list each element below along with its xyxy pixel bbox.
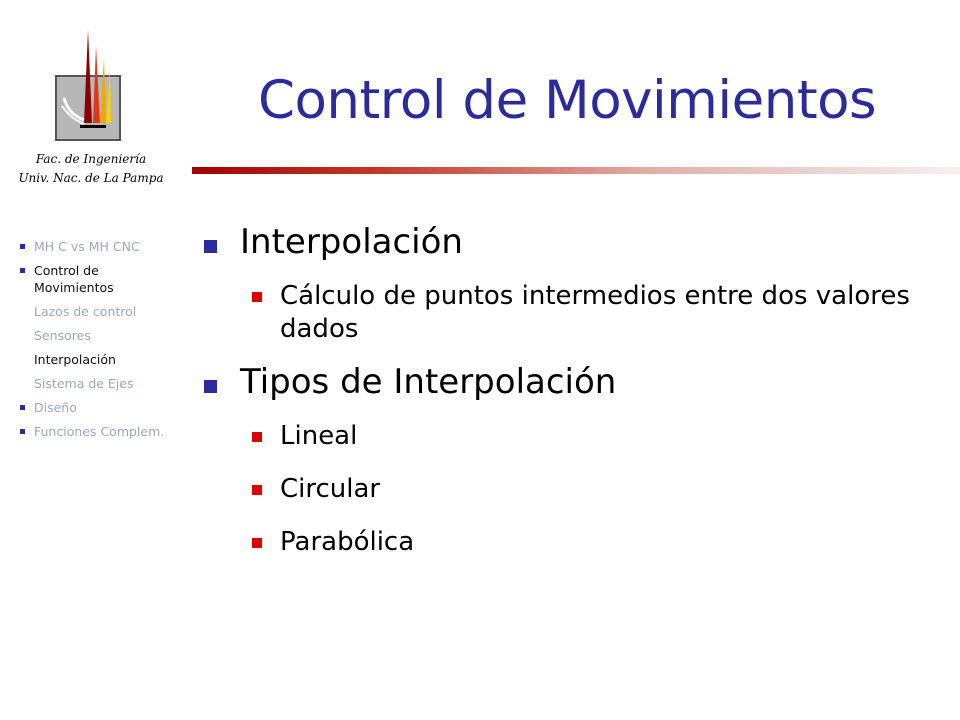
square-bullet-icon bbox=[252, 292, 262, 302]
nav-item[interactable] bbox=[20, 399, 180, 416]
bullet-heading-text: Tipos de Interpolación bbox=[240, 362, 617, 402]
square-bullet-icon bbox=[204, 380, 217, 393]
title-divider bbox=[192, 167, 960, 174]
nav-bullet-icon bbox=[20, 405, 25, 410]
sub-bullet-text: Cálculo de puntos intermedios entre dos valores dados bbox=[280, 281, 910, 344]
square-bullet-icon bbox=[204, 240, 217, 253]
institution-line-1: Fac. de Ingeniería bbox=[35, 152, 147, 166]
nav-item[interactable] bbox=[20, 303, 180, 320]
nav-item-label: Interpolación bbox=[34, 352, 116, 367]
sub-bullet bbox=[204, 420, 944, 453]
square-bullet-icon bbox=[252, 538, 262, 548]
slide-title: Control de Movimientos bbox=[258, 70, 877, 131]
slide-content bbox=[204, 220, 944, 559]
sub-bullet bbox=[204, 473, 944, 506]
institution-line-2: Univ. Nac. de La Pampa bbox=[18, 171, 164, 185]
nav-bullet-icon bbox=[20, 429, 25, 434]
nav-item[interactable] bbox=[20, 375, 180, 392]
nav-item[interactable] bbox=[20, 262, 180, 296]
nav-item[interactable] bbox=[20, 423, 180, 440]
section-nav bbox=[20, 238, 180, 447]
nav-item[interactable] bbox=[20, 327, 180, 344]
square-bullet-icon bbox=[252, 432, 262, 442]
nav-item-label: Sensores bbox=[34, 328, 91, 343]
sub-bullet-text: Circular bbox=[280, 474, 381, 504]
sub-bullet bbox=[204, 280, 944, 346]
nav-item[interactable] bbox=[20, 238, 180, 255]
nav-item[interactable] bbox=[20, 351, 180, 368]
nav-item-label: MH C vs MH CNC bbox=[34, 239, 140, 254]
nav-item-label: Sistema de Ejes bbox=[34, 376, 134, 391]
sub-bullet-text: Lineal bbox=[280, 421, 358, 451]
nav-bullet-icon bbox=[20, 244, 25, 249]
sub-bullet bbox=[204, 526, 944, 559]
nav-item-label: Funciones Complem. bbox=[34, 424, 165, 439]
square-bullet-icon bbox=[252, 485, 262, 495]
nav-item-label: Control de Movimientos bbox=[34, 263, 114, 295]
university-logo bbox=[54, 28, 124, 146]
nav-item-label: Diseño bbox=[34, 400, 77, 415]
nav-bullet-icon bbox=[20, 268, 25, 273]
nav-item-label: Lazos de control bbox=[34, 304, 137, 319]
bullet-heading bbox=[204, 220, 944, 264]
bullet-heading-text: Interpolación bbox=[240, 222, 463, 262]
sub-bullet-text: Parabólica bbox=[280, 527, 415, 557]
bullet-heading bbox=[204, 360, 944, 404]
